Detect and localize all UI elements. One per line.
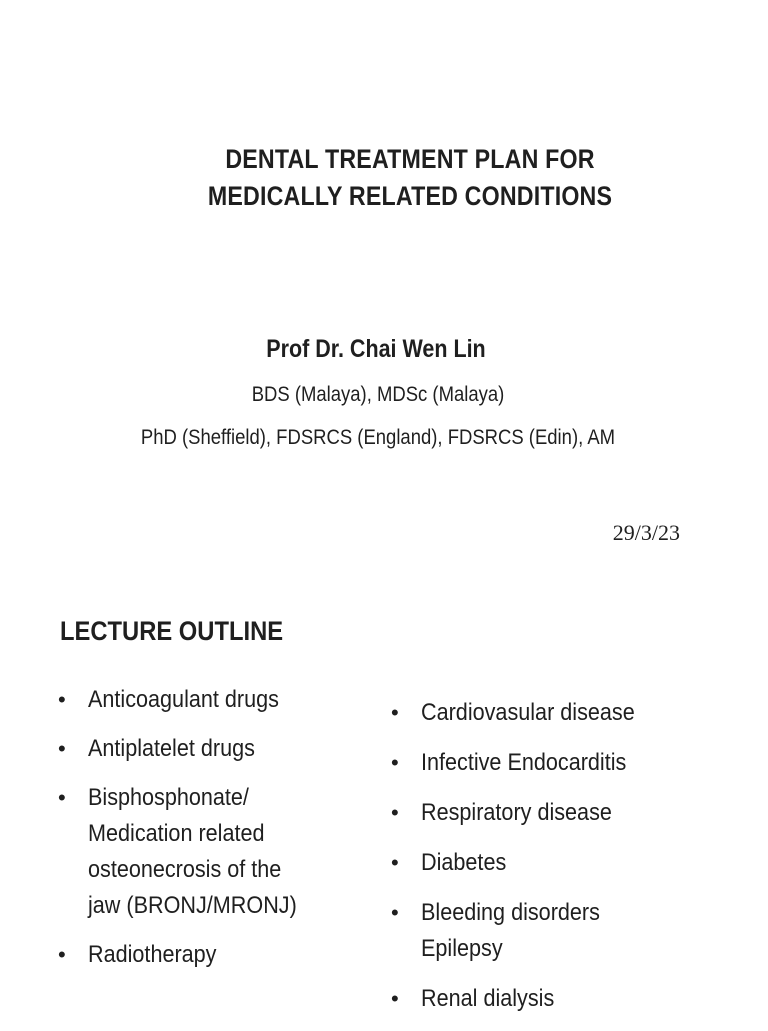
outline-item bbox=[391, 981, 721, 1017]
outline-item bbox=[58, 731, 348, 767]
outline-item-text: Diabetes bbox=[421, 849, 507, 876]
outline-item-text: Radiotherapy bbox=[88, 941, 217, 968]
outline-item-text: Renal dialysis bbox=[421, 985, 555, 1012]
outline-list-right bbox=[391, 695, 721, 1031]
outline-item bbox=[58, 780, 348, 924]
outline-item-text: Antiplatelet drugs bbox=[88, 735, 255, 762]
bullet-icon: • bbox=[391, 700, 399, 725]
outline-item bbox=[391, 695, 721, 731]
author-name: Prof Dr. Chai Wen Lin bbox=[266, 335, 486, 363]
outline-item bbox=[58, 682, 348, 718]
outline-item-text: Anticoagulant drugs bbox=[88, 686, 279, 713]
outline-item-text: Infective Endocarditis bbox=[421, 749, 627, 776]
outline-item-text: Cardiovasular disease bbox=[421, 699, 635, 726]
outline-item-text: Respiratory disease bbox=[421, 799, 612, 826]
bullet-icon: • bbox=[58, 736, 66, 761]
outline-item bbox=[58, 937, 348, 973]
bullet-icon: • bbox=[391, 986, 399, 1011]
bullet-icon: • bbox=[58, 785, 66, 810]
outline-slide bbox=[0, 576, 768, 1024]
bullet-icon: • bbox=[391, 850, 399, 875]
bullet-icon: • bbox=[391, 900, 399, 925]
slide-title-line-1: DENTAL TREATMENT PLAN FOR bbox=[225, 144, 595, 174]
bullet-icon: • bbox=[58, 687, 66, 712]
outline-item bbox=[391, 795, 721, 831]
credentials-line-1: BDS (Malaya), MDSc (Malaya) bbox=[251, 383, 505, 406]
outline-list-left bbox=[58, 682, 348, 986]
slide-title-line-2: MEDICALLY RELATED CONDITIONS bbox=[207, 181, 613, 211]
outline-item-text: Bisphosphonate/ Medication related osteonecrosis of the jaw (BRONJ/MRONJ) bbox=[88, 784, 297, 919]
bullet-icon: • bbox=[391, 750, 399, 775]
bullet-icon: • bbox=[391, 800, 399, 825]
outline-item-text: Bleeding disorders Epilepsy bbox=[421, 899, 600, 962]
lecture-date: 29/3/23 bbox=[612, 520, 680, 545]
outline-item bbox=[391, 745, 721, 781]
outline-heading: LECTURE OUTLINE bbox=[60, 616, 284, 646]
outline-item bbox=[391, 845, 721, 881]
credentials-line-2: PhD (Sheffield), FDSRCS (England), FDSRCS (Edin), AM bbox=[140, 426, 616, 449]
outline-item bbox=[391, 895, 721, 967]
bullet-icon: • bbox=[58, 942, 66, 967]
